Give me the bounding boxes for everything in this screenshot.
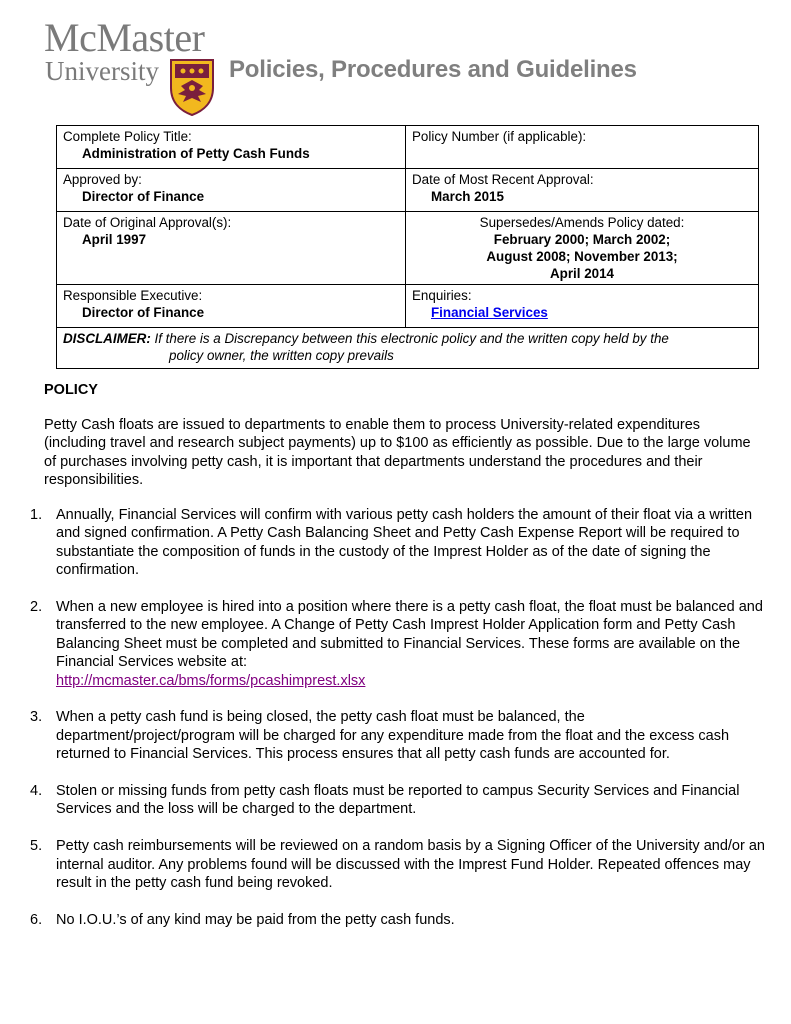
list-text: Stolen or missing funds from petty cash floats must be reported to campus Security Services and Financial Services and the loss will be charged to the department. — [56, 783, 740, 818]
list-number: 3. — [30, 709, 43, 726]
list-text: When a new employee is hired into a position where there is a petty cash float, the float must be balanced and transferred to the new employee. A Change of Petty Cash Imprest Holder Application form and Petty Cash Balancing Sheet must be completed and submitted to Financial Services. These forms are available on the Financial Services website at: — [56, 599, 763, 671]
approved-by-cell — [57, 169, 406, 212]
approved-by-label: Approved by: — [63, 172, 142, 187]
list-number: 1. — [30, 507, 43, 523]
list-number: 6. — [30, 911, 43, 928]
table-row — [57, 212, 759, 285]
list-number: 2. — [30, 599, 43, 616]
supersedes-label: Supersedes/Amends Policy dated: — [479, 215, 685, 230]
policy-title-value: Administration of Petty Cash Funds — [82, 146, 310, 161]
supersedes-line: April 2014 — [549, 266, 614, 281]
recent-approval-value: March 2015 — [431, 189, 504, 204]
logo-wordmark-line1: McMaster — [44, 15, 205, 60]
list-item — [30, 911, 765, 929]
intro-paragraph: Petty Cash floats are issued to departments to enable them to process University-related expenditures (including travel and research subject payments) up to $100 as efficiently as possible. Due to the large volume of purchases involving petty cash, it is important that departments understand the procedures and their responsibilities. — [44, 417, 751, 489]
list-text: When a petty cash fund is being closed, the petty cash float must be balanced, the department/project/program will be charged for any expenditure made from the float and the excess cash returned to Financial Services. This process ensures that all petty cash funds are accounted for. — [56, 709, 730, 763]
list-item — [30, 708, 765, 763]
page-title: Policies, Procedures and Guidelines — [229, 56, 637, 83]
policy-list — [30, 506, 765, 948]
financial-services-link[interactable]: Financial Services — [431, 305, 548, 320]
executive-cell — [57, 285, 406, 328]
policy-number-label: Policy Number (if applicable): — [412, 129, 587, 144]
original-approval-cell — [57, 212, 406, 285]
list-item — [30, 598, 765, 690]
supersedes-cell — [406, 212, 759, 285]
list-item — [30, 782, 765, 819]
policy-info-table — [56, 125, 759, 369]
supersedes-line: August 2008; November 2013; — [486, 249, 678, 264]
enquiries-cell — [406, 285, 759, 328]
list-text: No I.O.U.’s of any kind may be paid from the petty cash funds. — [56, 911, 455, 928]
table-row — [57, 285, 759, 328]
executive-label: Responsible Executive: — [63, 288, 203, 303]
policy-number-cell — [406, 126, 759, 169]
policy-title-cell — [57, 126, 406, 169]
logo-wordmark-line2: University — [45, 56, 159, 86]
enquiries-label: Enquiries: — [412, 288, 472, 303]
approved-by-value: Director of Finance — [82, 189, 205, 204]
list-text: Petty cash reimbursements will be reviewed on a random basis by a Signing Officer of the University and/or an internal auditor. Any problems found will be discussed with the Imprest Fund Holder. Repeated offences may result in the petty cash fund being revoked. — [56, 838, 765, 892]
list-item — [30, 837, 765, 892]
disclaimer-cell — [57, 328, 759, 369]
recent-approval-cell — [406, 169, 759, 212]
original-approval-value: April 1997 — [82, 232, 147, 247]
original-approval-label: Date of Original Approval(s): — [63, 215, 232, 230]
crest-icon — [169, 58, 215, 116]
list-number: 5. — [30, 838, 43, 855]
list-item — [30, 506, 765, 580]
table-row — [57, 328, 759, 369]
disclaimer-text: policy owner, the written copy prevails — [169, 348, 394, 363]
disclaimer-text: If there is a Discrepancy between this electronic policy and the written copy held by the — [154, 331, 669, 346]
supersedes-line: February 2000; March 2002; — [493, 232, 671, 247]
table-row — [57, 126, 759, 169]
policy-title-label: Complete Policy Title: — [63, 129, 192, 144]
disclaimer-label: DISCLAIMER: — [63, 331, 151, 346]
list-number: 4. — [30, 783, 43, 800]
table-row — [57, 169, 759, 212]
section-heading: POLICY — [44, 382, 98, 398]
executive-value: Director of Finance — [82, 305, 205, 320]
imprest-form-link[interactable]: http://mcmaster.ca/bms/forms/pcashimprest.xlsx — [56, 672, 366, 689]
mcmaster-logo — [44, 15, 224, 118]
recent-approval-label: Date of Most Recent Approval: — [412, 172, 594, 187]
list-text: Annually, Financial Services will confirm with various petty cash holders the amount of their float via a written and signed confirmation. A Petty Cash Balancing Sheet and Petty Cash Expense Report will be required to substantiate the composition of funds in the custody of the Imprest Holder as of the date of signing the confirmation. — [56, 507, 753, 579]
